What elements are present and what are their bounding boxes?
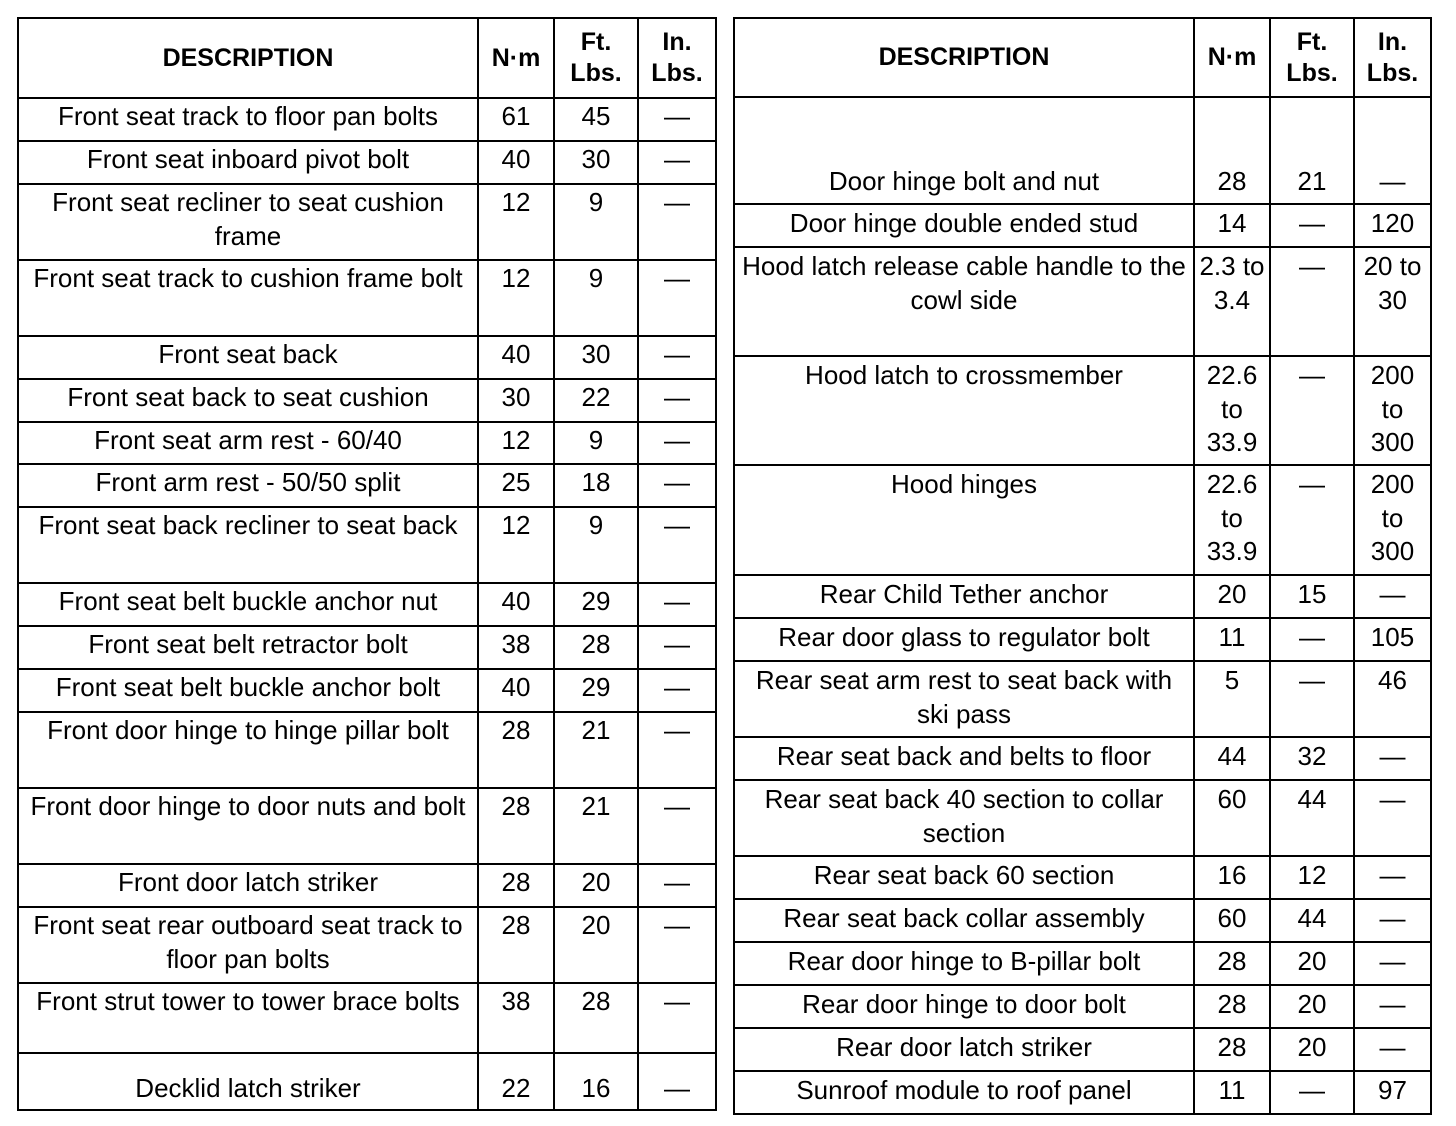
table-row <box>734 618 1431 661</box>
cell-ft-lbs: — <box>1270 1071 1354 1114</box>
table-row <box>18 260 716 336</box>
table-row <box>18 864 716 907</box>
cell-in-lbs: — <box>638 184 716 260</box>
cell-description: Front seat track to floor pan bolts <box>18 98 478 141</box>
cell-nm: 44 <box>1194 737 1270 780</box>
header-nm: N·m <box>478 18 554 98</box>
cell-ft-lbs: 30 <box>554 336 638 379</box>
cell-description: Hood latch to crossmember <box>734 356 1194 465</box>
cell-ft-lbs: 9 <box>554 507 638 583</box>
cell-description: Hood hinges <box>734 465 1194 575</box>
cell-description: Door hinge double ended stud <box>734 204 1194 247</box>
torque-table-left <box>17 17 717 1111</box>
cell-in-lbs: — <box>638 788 716 864</box>
table-row <box>734 942 1431 985</box>
cell-description: Decklid latch striker <box>18 1053 478 1110</box>
cell-nm: 28 <box>478 712 554 788</box>
table-row <box>734 97 1431 204</box>
cell-ft-lbs: 20 <box>554 907 638 983</box>
table-row <box>18 626 716 669</box>
cell-ft-lbs: 21 <box>554 788 638 864</box>
cell-description: Sunroof module to roof panel <box>734 1071 1194 1114</box>
table-row <box>734 856 1431 899</box>
cell-nm: 60 <box>1194 780 1270 856</box>
cell-description: Rear door hinge to B-pillar bolt <box>734 942 1194 985</box>
cell-in-lbs: — <box>638 907 716 983</box>
cell-description: Front seat track to cushion frame bolt <box>18 260 478 336</box>
cell-ft-lbs: 20 <box>1270 1028 1354 1071</box>
cell-nm: 14 <box>1194 204 1270 247</box>
cell-ft-lbs: — <box>1270 247 1354 356</box>
cell-nm: 38 <box>478 983 554 1053</box>
table-row <box>18 907 716 983</box>
cell-ft-lbs: — <box>1270 661 1354 737</box>
cell-nm: 5 <box>1194 661 1270 737</box>
cell-in-lbs: 20 to 30 <box>1354 247 1431 356</box>
table-row <box>18 712 716 788</box>
cell-nm: 28 <box>478 788 554 864</box>
torque-table-right <box>733 17 1432 1115</box>
cell-nm: 28 <box>1194 97 1270 204</box>
cell-in-lbs: — <box>638 260 716 336</box>
cell-ft-lbs: — <box>1270 465 1354 575</box>
cell-nm: 28 <box>478 864 554 907</box>
cell-ft-lbs: 20 <box>1270 985 1354 1028</box>
cell-ft-lbs: 29 <box>554 583 638 626</box>
cell-in-lbs: — <box>638 1053 716 1110</box>
cell-ft-lbs: 20 <box>554 864 638 907</box>
cell-in-lbs: — <box>1354 899 1431 942</box>
table-row <box>18 669 716 712</box>
cell-ft-lbs: — <box>1270 618 1354 661</box>
table-row <box>734 899 1431 942</box>
cell-ft-lbs: 20 <box>1270 942 1354 985</box>
cell-in-lbs: 97 <box>1354 1071 1431 1114</box>
table-row <box>18 464 716 507</box>
cell-in-lbs: — <box>638 379 716 422</box>
cell-nm: 60 <box>1194 899 1270 942</box>
header-row <box>18 18 716 98</box>
cell-in-lbs: — <box>1354 97 1431 204</box>
cell-ft-lbs: 28 <box>554 983 638 1053</box>
cell-in-lbs: 46 <box>1354 661 1431 737</box>
cell-nm: 28 <box>1194 942 1270 985</box>
cell-nm: 40 <box>478 669 554 712</box>
table-row <box>734 661 1431 737</box>
cell-description: Door hinge bolt and nut <box>734 97 1194 204</box>
cell-ft-lbs: 28 <box>554 626 638 669</box>
cell-in-lbs: 120 <box>1354 204 1431 247</box>
cell-description: Front strut tower to tower brace bolts <box>18 983 478 1053</box>
cell-in-lbs: — <box>638 712 716 788</box>
header-nm: N·m <box>1194 18 1270 97</box>
cell-in-lbs: — <box>638 983 716 1053</box>
table-row <box>734 204 1431 247</box>
cell-nm: 28 <box>1194 985 1270 1028</box>
cell-description: Front seat belt buckle anchor bolt <box>18 669 478 712</box>
header-description: DESCRIPTION <box>734 18 1194 97</box>
cell-in-lbs: — <box>638 864 716 907</box>
cell-ft-lbs: 44 <box>1270 780 1354 856</box>
header-row <box>734 18 1431 97</box>
cell-ft-lbs: — <box>1270 356 1354 465</box>
header-description: DESCRIPTION <box>18 18 478 98</box>
cell-ft-lbs: 16 <box>554 1053 638 1110</box>
cell-in-lbs: — <box>1354 856 1431 899</box>
cell-ft-lbs: 30 <box>554 141 638 184</box>
cell-nm: 40 <box>478 583 554 626</box>
cell-nm: 12 <box>478 507 554 583</box>
cell-description: Front seat rear outboard seat track to floor pan bolts <box>18 907 478 983</box>
table-row <box>18 422 716 464</box>
cell-in-lbs: — <box>638 98 716 141</box>
cell-ft-lbs: 45 <box>554 98 638 141</box>
cell-description: Front door latch striker <box>18 864 478 907</box>
table-row <box>734 356 1431 465</box>
table-row <box>734 985 1431 1028</box>
cell-nm: 22 <box>478 1053 554 1110</box>
cell-ft-lbs: 21 <box>1270 97 1354 204</box>
cell-description: Front seat inboard pivot bolt <box>18 141 478 184</box>
table-row <box>18 379 716 422</box>
cell-nm: 40 <box>478 336 554 379</box>
cell-ft-lbs: 21 <box>554 712 638 788</box>
cell-description: Rear door glass to regulator bolt <box>734 618 1194 661</box>
cell-in-lbs: — <box>638 507 716 583</box>
header-in-lbs: In. Lbs. <box>638 18 716 98</box>
left-table-body <box>18 98 716 1110</box>
cell-in-lbs: — <box>638 422 716 464</box>
cell-in-lbs: 105 <box>1354 618 1431 661</box>
header-ft-lbs: Ft. Lbs. <box>554 18 638 98</box>
cell-ft-lbs: — <box>1270 204 1354 247</box>
cell-ft-lbs: 9 <box>554 184 638 260</box>
table-row <box>18 507 716 583</box>
cell-description: Rear door latch striker <box>734 1028 1194 1071</box>
cell-description: Rear seat back 60 section <box>734 856 1194 899</box>
table-row <box>734 1028 1431 1071</box>
cell-in-lbs: 200 to 300 <box>1354 465 1431 575</box>
table-row <box>734 1071 1431 1114</box>
cell-in-lbs: — <box>638 464 716 507</box>
right-table-body <box>734 97 1431 1114</box>
cell-in-lbs: — <box>638 669 716 712</box>
cell-description: Front door hinge to door nuts and bolt <box>18 788 478 864</box>
cell-nm: 16 <box>1194 856 1270 899</box>
cell-nm: 2.3 to 3.4 <box>1194 247 1270 356</box>
cell-description: Front seat recliner to seat cushion frame <box>18 184 478 260</box>
table-row <box>18 184 716 260</box>
table-row <box>18 336 716 379</box>
cell-in-lbs: — <box>638 141 716 184</box>
table-row <box>18 583 716 626</box>
cell-in-lbs: — <box>1354 575 1431 618</box>
cell-description: Front door hinge to hinge pillar bolt <box>18 712 478 788</box>
header-ft-lbs: Ft. Lbs. <box>1270 18 1354 97</box>
cell-nm: 28 <box>478 907 554 983</box>
cell-ft-lbs: 18 <box>554 464 638 507</box>
table-row <box>18 98 716 141</box>
cell-in-lbs: — <box>1354 737 1431 780</box>
cell-nm: 12 <box>478 184 554 260</box>
table-row <box>18 788 716 864</box>
cell-in-lbs: — <box>638 626 716 669</box>
cell-description: Front seat back to seat cushion <box>18 379 478 422</box>
cell-description: Front arm rest - 50/50 split <box>18 464 478 507</box>
cell-description: Front seat back recliner to seat back <box>18 507 478 583</box>
cell-nm: 12 <box>478 260 554 336</box>
cell-ft-lbs: 9 <box>554 422 638 464</box>
cell-in-lbs: — <box>638 336 716 379</box>
cell-ft-lbs: 32 <box>1270 737 1354 780</box>
table-row <box>734 780 1431 856</box>
cell-ft-lbs: 15 <box>1270 575 1354 618</box>
cell-in-lbs: — <box>1354 780 1431 856</box>
cell-ft-lbs: 29 <box>554 669 638 712</box>
cell-in-lbs: — <box>638 583 716 626</box>
cell-description: Front seat arm rest - 60/40 <box>18 422 478 464</box>
table-row <box>18 1053 716 1110</box>
cell-nm: 38 <box>478 626 554 669</box>
cell-description: Front seat back <box>18 336 478 379</box>
cell-nm: 28 <box>1194 1028 1270 1071</box>
cell-ft-lbs: 9 <box>554 260 638 336</box>
cell-ft-lbs: 44 <box>1270 899 1354 942</box>
header-in-lbs: In. Lbs. <box>1354 18 1431 97</box>
table-row <box>734 465 1431 575</box>
cell-ft-lbs: 22 <box>554 379 638 422</box>
cell-nm: 25 <box>478 464 554 507</box>
cell-description: Rear seat back and belts to floor <box>734 737 1194 780</box>
table-row <box>18 141 716 184</box>
cell-description: Rear seat arm rest to seat back with ski pass <box>734 661 1194 737</box>
cell-in-lbs: 200 to 300 <box>1354 356 1431 465</box>
cell-nm: 20 <box>1194 575 1270 618</box>
cell-nm: 22.6 to 33.9 <box>1194 465 1270 575</box>
cell-description: Front seat belt retractor bolt <box>18 626 478 669</box>
table-row <box>734 247 1431 356</box>
table-row <box>734 737 1431 780</box>
cell-description: Rear door hinge to door bolt <box>734 985 1194 1028</box>
cell-in-lbs: — <box>1354 1028 1431 1071</box>
cell-nm: 30 <box>478 379 554 422</box>
cell-description: Rear Child Tether anchor <box>734 575 1194 618</box>
table-row <box>734 575 1431 618</box>
cell-nm: 11 <box>1194 618 1270 661</box>
cell-description: Rear seat back 40 section to collar section <box>734 780 1194 856</box>
cell-description: Hood latch release cable handle to the cowl side <box>734 247 1194 356</box>
cell-in-lbs: — <box>1354 985 1431 1028</box>
cell-nm: 61 <box>478 98 554 141</box>
cell-description: Rear seat back collar assembly <box>734 899 1194 942</box>
cell-nm: 22.6 to 33.9 <box>1194 356 1270 465</box>
table-row <box>18 983 716 1053</box>
cell-ft-lbs: 12 <box>1270 856 1354 899</box>
cell-nm: 12 <box>478 422 554 464</box>
cell-nm: 11 <box>1194 1071 1270 1114</box>
cell-in-lbs: — <box>1354 942 1431 985</box>
cell-description: Front seat belt buckle anchor nut <box>18 583 478 626</box>
cell-nm: 40 <box>478 141 554 184</box>
